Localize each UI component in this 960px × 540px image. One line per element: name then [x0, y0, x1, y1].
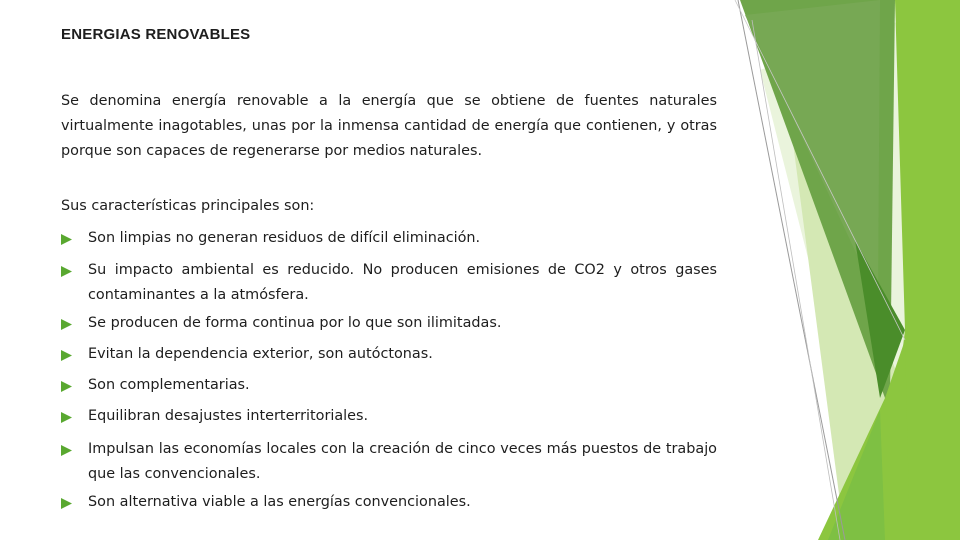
triangle-bullet-icon	[61, 381, 72, 392]
list-item-text: Impulsan las economías locales con la creación de cinco veces más puestos de trabajo que las convencionales.	[88, 441, 717, 482]
list-item-text: Son limpias no generan residuos de difícil eliminación.	[88, 230, 481, 246]
triangle-bullet-icon	[61, 445, 72, 456]
triangle-bullet-icon	[61, 412, 72, 423]
triangle-bullet-icon	[61, 234, 72, 245]
list-item-text: Son alternativa viable a las energías convencionales.	[88, 494, 471, 510]
list-item-text: Se producen de forma continua por lo que son ilimitadas.	[88, 315, 502, 331]
intro-paragraph: Se denomina energía renovable a la energía que se obtiene de fuentes naturales virtualmente inagotables, unas por la inmensa cantidad de energía que contienen, y otras porque son capaces de regenerarse por medios naturales.	[61, 93, 717, 159]
list-item-text: Son complementarias.	[88, 377, 250, 393]
triangle-bullet-icon	[61, 319, 72, 330]
characteristics-lead: Sus características principales son:	[61, 198, 315, 214]
slide-title: ENERGIAS RENOVABLES	[61, 26, 251, 43]
list-item-text: Su impacto ambiental es reducido. No producen emisiones de CO2 y otros gases contaminantes a la atmósfera.	[88, 262, 717, 303]
list-item-text: Equilibran desajustes interterritoriales.	[88, 408, 369, 424]
triangle-bullet-icon	[61, 350, 72, 361]
triangle-bullet-icon	[61, 266, 72, 277]
list-item-text: Evitan la dependencia exterior, son autóctonas.	[88, 346, 433, 362]
triangle-bullet-icon	[61, 498, 72, 509]
